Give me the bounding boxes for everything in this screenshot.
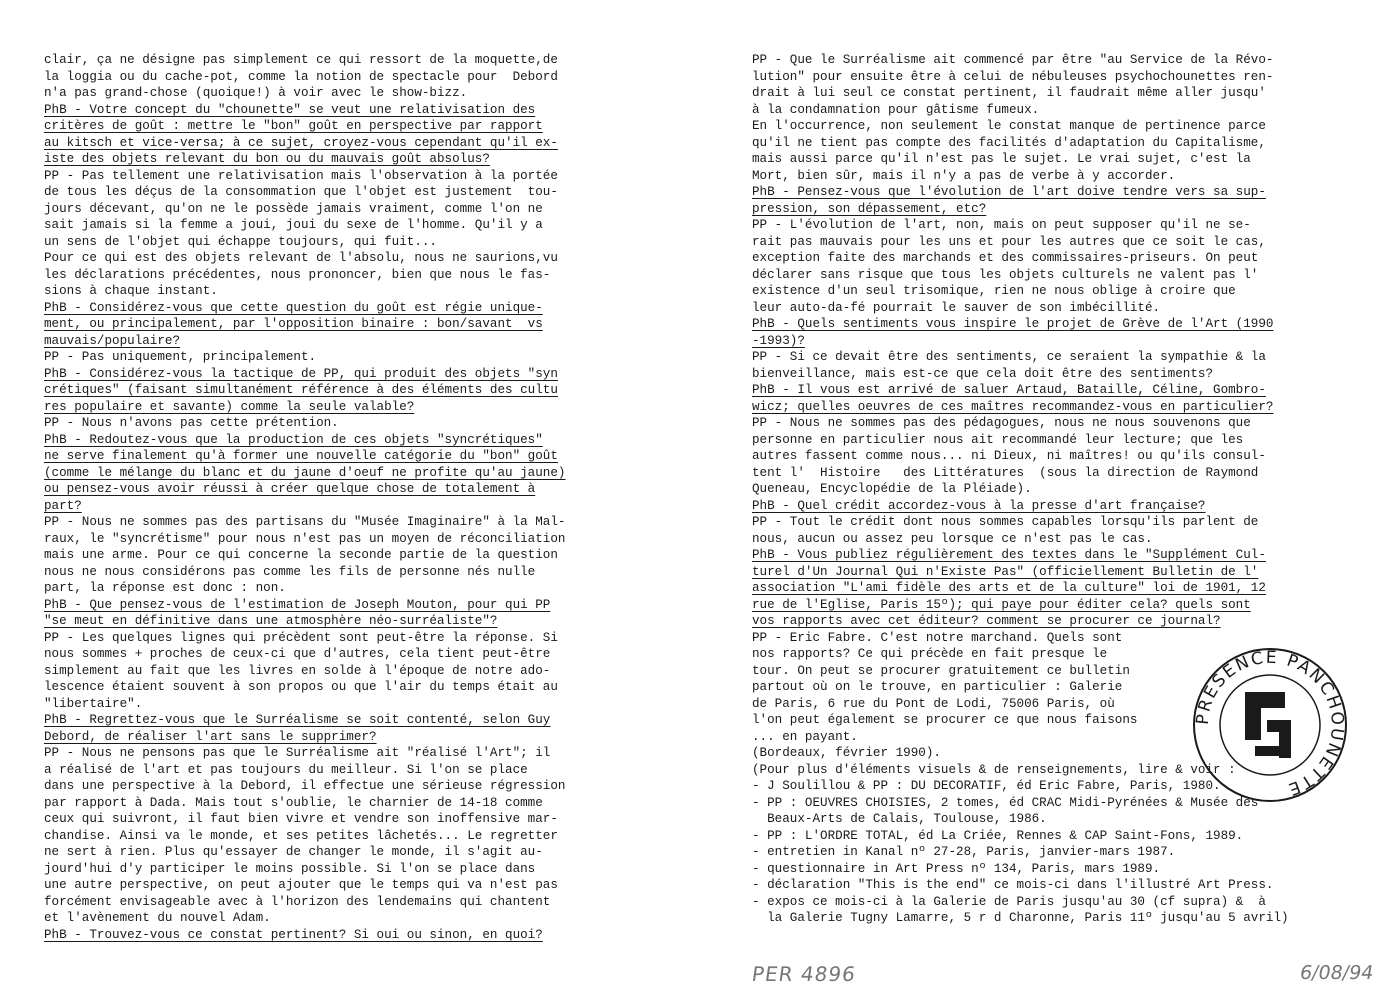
text-line: un sens de l'objet qui échappe toujours, qui fuit... [44,234,437,249]
question-line: "se meut en définitive dans une atmosphère néo-surréaliste"? [44,614,498,628]
text-line: mais aussi parce qu'il n'est pas le sujet. Le vrai sujet, c'est la [752,152,1251,166]
question-line: Debord, de réaliser l'art sans le supprimer? [44,729,377,744]
question-line: PhB - Votre concept du "chounette" se veut une relativisation des [44,102,536,117]
text-line: PP - Nous ne sommes pas des pédagogues, nous ne nous souvenons que [752,416,1251,430]
text-line: ceux qui suivront, il faut bien vivre et vendre son inoffensive mar- [44,812,558,826]
question-line: ment, ou principalement, par l'opposition binaire : bon/savant vs [44,317,543,331]
text-line: bienveillance, mais est-ce que cela doit être des sentiments? [752,366,1214,381]
text-line: - déclaration "This is the end" ce mois-ci dans l'illustré Art Press. [752,878,1274,892]
handwritten-reference: PER 4896 [750,962,858,986]
text-line: raux, le "syncrétisme" pour nous n'est pas un moyen de réconciliation [44,531,566,546]
presence-panchounette-logo [1185,640,1355,810]
question-line: ne serve finalement qu'à former une nouvelle catégorie du "bon" goût [44,449,558,463]
text-line: ne sert à rien. Plus qu'essayer de changer le monde, il s'agit au- [44,845,543,859]
text-line: jourd'hui d'y participer le moins possible. Si l'on se place dans [44,861,536,876]
logo-text: PRESENCE PANCHOUNETTE [1192,647,1348,800]
text-line: forcément envisageable avec à l'horizon des lendemains qui chantent [44,894,551,909]
question-line: turel d'Un Journal Qui n'Existe Pas" (officiellement Bulletin de l' [752,564,1259,579]
question-line: (comme le mélange du blanc et du jaune d'oeuf ne profite qu'au jaune) [44,465,566,480]
text-line: PP - Tout le crédit dont nous sommes capables lorsqu'ils parlent de [752,515,1259,529]
question-line: PhB - Pensez-vous que l'évolution de l'art doive tendre vers sa sup- [752,185,1266,199]
question-line: part? [44,498,82,513]
text-line: sions à chaque instant. [44,284,218,298]
text-line: dans une perspective à la Debord, il effectue une sérieuse régression [44,779,566,793]
text-line: - expos ce mois-ci à la Galerie de Paris jusqu'au 30 (cf supra) & à [752,894,1266,909]
text-line: PP - Si ce devait être des sentiments, ce seraient la sympathie & la [752,350,1266,364]
text-line: mais une arme. Pour ce qui concerne la seconde partie de la question [44,548,558,562]
text-line: et l'avènement du nouvel Adam. [44,911,271,925]
text-line: la loggia ou du cache-pot, comme la notion de spectacle pour Debord [44,69,558,84]
text-line: - questionnaire in Art Press nº 134, Paris, mars 1989. [752,861,1161,876]
question-line: association "L'ami fidèle des arts et de la culture" loi de 1901, 12 [752,581,1266,595]
text-line: PP - Nous ne pensons pas que le Surréalisme ait "réalisé l'Art"; il [44,746,551,760]
text-line: nos rapports? Ce qui précède en fait presque le [752,647,1108,661]
text-line: qu'il ne tient pas compte des facilités d'adaptation du Capitalisme, [752,135,1266,150]
question-line: PhB - Regrettez-vous que le Surréalisme se soit contenté, selon Guy [44,713,551,727]
text-line: PP - Les quelques lignes qui précèdent sont peut-être la réponse. Si [44,630,558,645]
text-line: Beaux-Arts de Calais, Toulouse, 1986. [752,812,1047,826]
text-line: chandise. Ainsi va le monde, et ses petites lâchetés... Le regretter [44,828,558,843]
text-line: PP - Eric Fabre. C'est notre marchand. Quels sont [752,630,1123,645]
question-line: wicz; quelles oeuvres de ces maîtres recommandez-vous en particulier? [752,399,1274,414]
text-line: exception faite des marchands et des commissaires-priseurs. On peut [752,251,1259,265]
text-line: simplement au fait que les livres en solde à l'époque de notre ado- [44,663,551,678]
text-line: une autre perspective, on peut ajouter que le temps qui va n'est pas [44,878,558,892]
text-line: nous ne nous considérons pas comme les fils de personne nés nulle [44,564,536,579]
question-line: critères de goût : mettre le "bon" goût en perspective par rapport [44,119,543,133]
question-line: mauvais/populaire? [44,333,181,348]
question-line: PhB - Quels sentiments vous inspire le projet de Grève de l'Art (1990 [752,317,1274,331]
question-line: res populaire et savante) comme la seule valable? [44,399,415,414]
text-line: PP - Pas uniquement, principalement. [44,350,317,364]
question-line: PhB - Il vous est arrivé de saluer Artaud, Bataille, Céline, Gombro- [752,383,1266,397]
text-line: tour. On peut se procurer gratuitement ce bulletin [752,663,1130,678]
text-line: leur auto-da-fé pourrait le sauver de son imbécillité. [752,300,1161,315]
question-line: crétiques" (faisant simultanément référence à des éléments des cultu [44,383,558,397]
text-line: rait pas mauvais pour les uns et pour les autres que ce soit le cas, [752,234,1266,249]
text-line: PP - Nous ne sommes pas des partisans du "Musée Imaginaire" à la Mal- [44,515,566,529]
text-line: Mort, bien sûr, mais il n'y a pas de verbe à y accorder. [752,168,1176,183]
question-line: -1993)? [752,333,805,348]
question-line: PhB - Quel crédit accordez-vous à la presse d'art française? [752,498,1206,513]
text-line: - PP : OEUVRES CHOISIES, 2 tomes, éd CRAC Midi-Pyrénées & Musée des [752,795,1259,810]
question-line: PhB - Que pensez-vous de l'estimation de Joseph Mouton, pour qui PP [44,597,551,612]
text-line: de Paris, 6 rue du Pont de Lodi, 75006 Paris, où [752,696,1115,711]
text-line: PP - Pas tellement une relativisation mais l'observation à la portée [44,168,558,183]
text-line: (Bordeaux, février 1990). [752,746,941,760]
text-line: n'a pas grand-chose (quoique!) à voir avec le show-bizz. [44,86,468,100]
text-line: à la condamnation pour gâtisme fumeux. [752,102,1040,117]
text-line: En l'occurrence, non seulement le constat manque de pertinence parce [752,119,1266,133]
text-line: lescence étaient souvent à son propos ou que l'air du temps était au [44,680,558,694]
text-line: tent l' Histoire des Littératures (sous la direction de Raymond [752,465,1259,480]
question-line: PhB - Vous publiez régulièrement des textes dans le "Supplément Cul- [752,548,1266,562]
text-line: part, la réponse est donc : non. [44,581,286,595]
text-line: la Galerie Tugny Lamarre, 5 r d Charonne, Paris 11º jusqu'au 5 avril) [752,911,1289,925]
text-line: jours décevant, qu'on ne le possède jamais vraiment, comme l'on ne [44,201,543,216]
question-line: iste des objets relevant du bon ou du mauvais goût absolus? [44,152,490,166]
text-line: déclarer sans risque que tous les objets culturels ne valent pas l' [752,267,1259,282]
text-line: clair, ça ne désigne pas simplement ce qui ressort de la moquette,de [44,53,558,67]
text-line: de tous les déçus de la consommation que l'objet est justement tou- [44,185,558,199]
question-line: PhB - Considérez-vous que cette question du goût est régie unique- [44,300,543,315]
handwritten-date: 6/08/94 [1298,962,1376,984]
text-line: PP - Nous n'avons pas cette prétention. [44,416,339,430]
text-line: "libertaire". [44,696,143,711]
text-line: par rapport à Dada. Mais tout s'oublie, le charnier de 14-18 comme [44,795,543,810]
text-line: - PP : L'ORDRE TOTAL, éd La Criée, Rennes & CAP Saint-Fons, 1989. [752,828,1244,843]
text-line: existence d'un seul trisomique, rien ne nous oblige à croire que [752,284,1236,298]
question-line: au kitsch et vice-versa; à ce sujet, croyez-vous cependant qu'il ex- [44,135,558,150]
text-line: les déclarations précédentes, nous prononcer, bien que nous le fas- [44,267,551,282]
text-line: nous sommes + proches de ceux-ci que d'autres, cela tient peut-être [44,647,551,661]
text-line: drait à lui seul ce constat pertinent, il faudrait même aller jusqu' [752,86,1266,100]
text-line: ... en payant. [752,729,858,744]
text-line: PP - Que le Surréalisme ait commencé par être "au Service de la Révo- [752,53,1274,67]
text-line: a réalisé de l'art et pas toujours du meilleur. Si l'on se place [44,762,528,777]
question-line: PhB - Trouvez-vous ce constat pertinent? Si oui ou sinon, en quoi? [44,927,543,942]
question-line: rue de l'Eglise, Paris 15º); qui paye pour éditer cela? quels sont [752,597,1251,612]
question-line: vos rapports avec cet éditeur? comment se procurer ce journal? [752,614,1221,628]
text-line: partout où on le trouve, en particulier : Galerie [752,680,1123,694]
question-line: PhB - Redoutez-vous que la production de ces objets "syncrétiques" [44,432,543,447]
text-line: Queneau, Encyclopédie de la Pléiade). [752,482,1032,496]
text-line: lution" pour ensuite être à celui de nébuleuses psychochounettes ren- [752,69,1274,84]
text-line: - J Soulillou & PP : DU DECORATIF, éd Eric Fabre, Paris, 1980. [752,779,1221,793]
text-line: l'on peut également se procurer ce que nous faisons [752,713,1138,727]
text-line: PP - L'évolution de l'art, non, mais on peut supposer qu'il ne se- [752,218,1251,232]
text-line: sait jamais si la femme a joui, joui du sexe de l'homme. Qu'il y a [44,218,543,232]
text-line: Pour ce qui est des objets relevant de l'absolu, nous ne saurions,vu [44,251,558,265]
text-line: - entretien in Kanal nº 27-28, Paris, janvier-mars 1987. [752,845,1176,859]
question-line: PhB - Considérez-vous la tactique de PP, qui produit des objets "syn [44,366,558,381]
text-line: nous, aucun ou assez peu lorsque ce n'est pas le cas. [752,531,1153,546]
text-line: (Pour plus d'éléments visuels & de renseignements, lire & voir : [752,762,1236,777]
question-line: pression, son dépassement, etc? [752,201,987,216]
question-line: ou pensez-vous avoir réussi à créer quelque chose de totalement à [44,482,536,496]
text-line: autres fassent comme nous... ni Dieux, ni maîtres! ou qu'ils consul- [752,449,1266,463]
left-column [44,52,654,943]
text-line: personne en particulier nous ait recommandé leur lecture; que les [752,432,1244,447]
